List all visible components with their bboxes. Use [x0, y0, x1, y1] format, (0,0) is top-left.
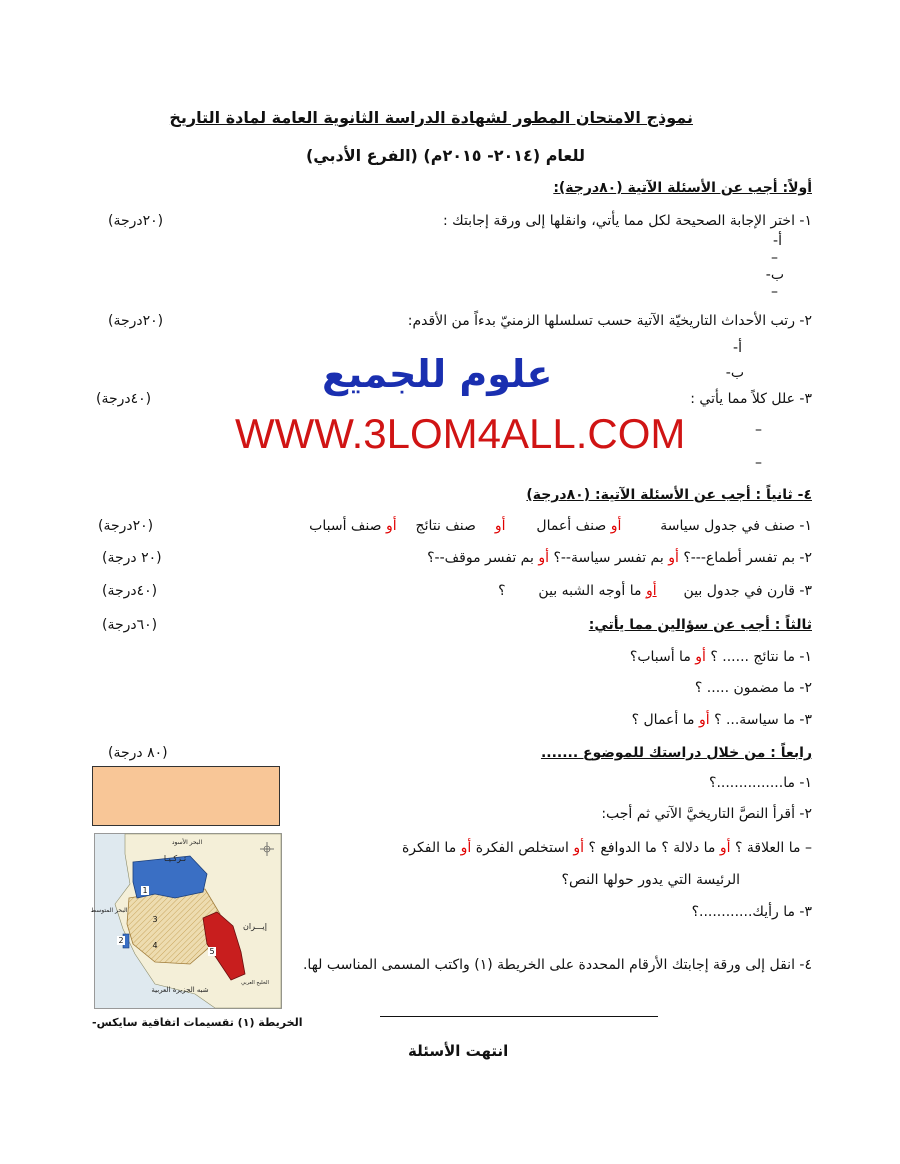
s1-q1-text: ١- اختر الإجابة الصحيحة لكل مما يأتي، وانقلها إلى ورقة إجابتك :: [442, 213, 812, 229]
section1-heading: أولاً: أجب عن الأسئلة الآتية (٨٠درجة):: [553, 180, 812, 196]
s1-q2-b: ب-: [725, 365, 744, 381]
s2-q3: [498, 583, 812, 599]
s1-q1-dash2: –: [771, 284, 778, 300]
s2-q2-mark: (٢٠ درجة): [102, 550, 162, 566]
s4-q2-sub-p2: ما دلالة ؟ ما الدوافع ؟: [588, 840, 716, 856]
section3-heading: ثالثاً : أجب عن سؤالين مما يأتي:: [588, 617, 812, 633]
s3-q1-p1: ١- ما نتائج ...... ؟: [710, 649, 812, 665]
s1-q3-dash1: –: [755, 422, 762, 438]
s2-q3-p1: ٣- قارن في جدول بين: [683, 583, 812, 599]
s4-q2-sub-p1: – ما العلاقة ؟: [734, 840, 812, 856]
s2-q1-or2: أو: [494, 518, 506, 534]
map-number-5: 5: [209, 947, 215, 956]
map-number-3: 3: [152, 915, 158, 924]
s3-q2: ٢- ما مضمون ..... ؟: [694, 680, 812, 696]
sykes-picot-map: [90, 833, 282, 1009]
s4-q2-sub-or3: أو: [460, 840, 472, 856]
s1-q1-dash1: –: [771, 250, 778, 266]
s4-q2-sub-or1: أو: [719, 840, 731, 856]
s2-q1-or1: أو: [610, 518, 622, 534]
s1-q1-b: ب-: [765, 267, 784, 283]
map-number-1: 1: [142, 886, 148, 895]
end-divider: [380, 1016, 658, 1017]
s4-q2-sub-p3: استخلص الفكرة: [475, 840, 569, 856]
map-number-4: 4: [152, 941, 158, 950]
s2-q3-p3: ؟: [498, 583, 506, 599]
s4-q2-sub: [402, 840, 812, 856]
answer-box: [92, 766, 280, 826]
s2-q3-p2: ما أوجه الشبه بين: [538, 583, 642, 599]
s1-q1-a: أ-: [773, 233, 782, 249]
s4-q3: ٣- ما رأيك............؟: [691, 904, 812, 920]
s3-q3-or: أو: [698, 712, 710, 728]
s2-q3-mark: (٤٠درجة): [102, 583, 158, 599]
label-gulf: الخليج العربي: [241, 980, 269, 986]
label-iran: إيـــران: [243, 922, 267, 931]
label-arabia: شبه الجزيرة العربية: [151, 986, 209, 994]
s2-q1-p1: ١- صنف في جدول سياسة: [660, 518, 812, 534]
label-turkey: تـركـيـا: [163, 854, 187, 863]
s1-q2-mark: (٢٠درجة): [108, 313, 164, 329]
page-subtitle: للعام (٢٠١٤- ٢٠١٥م) (الفرع الأدبي): [305, 146, 585, 165]
s1-q1-mark: (٢٠درجة): [108, 213, 164, 229]
s3-q3-p2: ما أعمال ؟: [631, 712, 695, 728]
watermark-url: WWW.3LOM4ALL.COM: [235, 410, 686, 457]
map-number-2: 2: [118, 936, 124, 945]
s3-q1: [630, 649, 812, 665]
map-svg: [90, 834, 281, 1008]
s4-q2-sub2: الرئيسة التي يدور حولها النص؟: [561, 872, 740, 888]
s2-q2-p1: ٢- بم تفسر أطماع---؟: [683, 550, 812, 566]
s2-q1-mark: (٢٠درجة): [98, 518, 154, 534]
s2-q2-p2: بم تفسر سياسة--؟: [553, 550, 664, 566]
s1-q3-dash2: –: [755, 455, 762, 471]
section4-heading: رابعاً : من خلال دراستك للموضوع .......: [540, 745, 812, 761]
s1-q3-mark: (٤٠درجة): [96, 391, 152, 407]
label-med-sea: البحر المتوسط: [90, 907, 128, 914]
s4-q2-sub-or2: أو: [573, 840, 585, 856]
s1-q3-text: ٣- علل كلاً مما يأتي :: [690, 391, 812, 407]
s2-q1-or3: أو: [385, 518, 397, 534]
s2-q3-or1: أو: [645, 583, 657, 599]
s2-q1-p2: صنف أعمال: [536, 518, 607, 534]
s2-q2-or2: أو: [538, 550, 549, 566]
s3-q1-p2: ما أسباب؟: [629, 649, 691, 665]
s3-q1-or: أو: [695, 649, 706, 665]
section4-mark: (٨٠ درجة): [108, 745, 168, 761]
s1-q2-a: أ-: [733, 340, 742, 356]
s3-q3: [632, 712, 812, 728]
s2-q1: [309, 518, 812, 534]
s2-q2-or1: أو: [668, 550, 679, 566]
s4-q2: ٢- أقرأ النصَّ التاريخيَّ الآتي ثم أجب:: [601, 806, 812, 822]
s2-q2-p3: بم تفسر موقف--؟: [427, 550, 534, 566]
page-title: نموذج الامتحان المطور لشهادة الدراسة الثانوية العامة لمادة التاريخ: [169, 108, 693, 127]
s3-q3-p1: ٣- ما سياسة... ؟: [714, 712, 812, 728]
section2-heading: ٤- ثانياً : أجب عن الأسئلة الآتية: (٨٠درجة): [526, 487, 812, 503]
s4-q1: ١- ما...............؟: [709, 775, 812, 791]
s2-q2: [427, 550, 812, 566]
section3-mark: (٦٠درجة): [102, 617, 158, 633]
end-text: انتهت الأسئلة: [408, 1042, 509, 1060]
s4-q2-sub-p4: ما الفكرة: [401, 840, 457, 856]
s1-q2-text: ٢- رتب الأحداث التاريخيّة الآتية حسب تسلسلها الزمنيّ بدءاً من الأقدم:: [407, 313, 812, 329]
label-black-sea: البحر الأسود: [171, 839, 203, 846]
s2-q1-p4: صنف أسباب: [309, 518, 382, 534]
watermark-arabic: علوم للجميع: [322, 352, 553, 396]
s4-q4: ٤- انقل إلى ورقة إجابتك الأرقام المحددة على الخريطة (١) واكتب المسمى المناسب لها.: [302, 957, 812, 973]
s2-q1-p3: صنف نتائج: [415, 518, 476, 534]
map-caption: الخريطة (١) تقسيمات اتفاقية سايكس-: [92, 1016, 303, 1029]
